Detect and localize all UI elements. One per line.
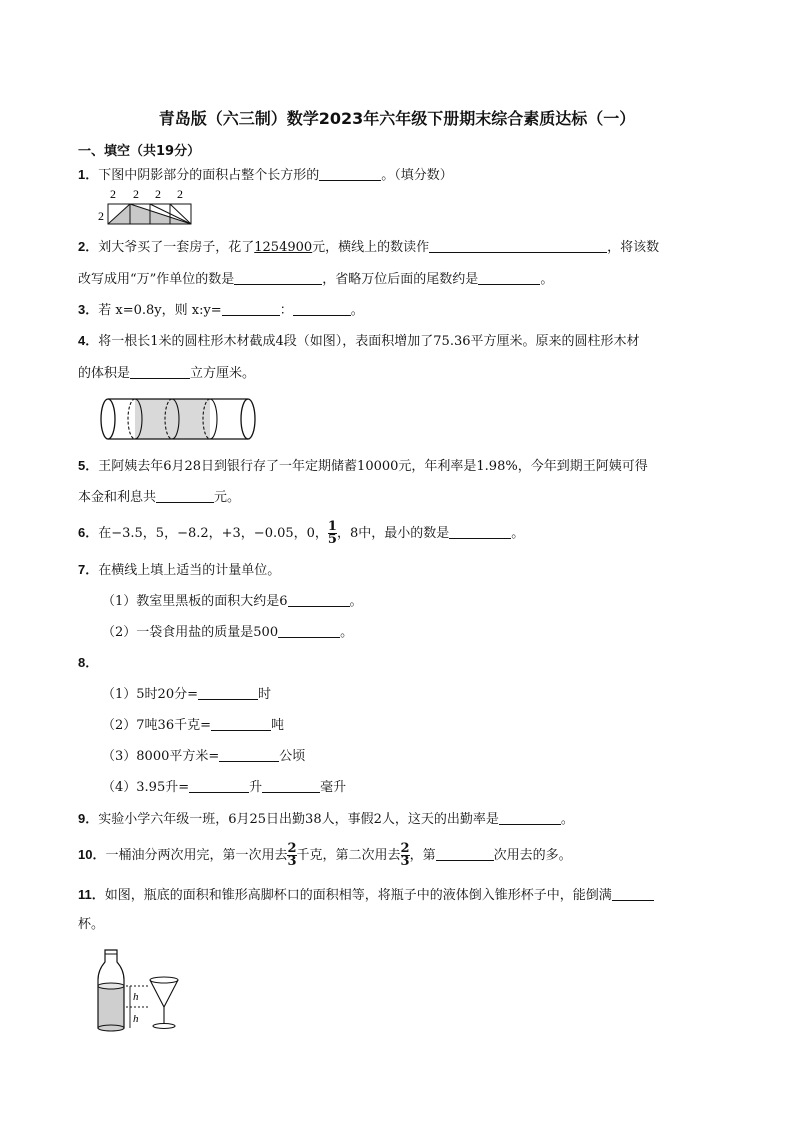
answer-blank[interactable] [219,747,279,762]
question-8-part-4 [102,778,346,797]
rectangle-shaded-figure [96,186,196,228]
question-1 [78,166,453,185]
question-text: 改写成用“万”作单位的数是 [78,272,235,287]
numerator: 2 [287,841,297,856]
answer-blank[interactable] [156,488,214,503]
question-5-cont [78,488,240,507]
question-text: 。 [349,594,363,609]
question-text: 的体积是 [78,366,131,381]
question-text: 升 [249,780,263,795]
question-number: 2． [78,239,99,254]
question-8-part-1 [102,685,271,704]
question-text: 千克，第二次用去 [296,848,401,863]
question-7 [78,561,280,580]
answer-blank[interactable] [478,270,540,285]
question-text: 在−3.5，5，−8.2，+3，−0.05，0， [98,526,328,541]
question-text: ，8中，最小的数是 [336,526,450,541]
height-label: h [133,1013,139,1025]
answer-blank[interactable] [198,685,258,700]
question-text: 实验小学六年级一班，6月25日出勤38人，事假2人，这天的出勤率是 [98,812,499,827]
fraction-two-thirds [401,843,410,868]
question-3 [78,301,364,320]
answer-blank[interactable] [222,301,280,316]
question-10 [78,842,572,869]
fraction-two-thirds [287,843,296,868]
cone-glass-icon [150,977,178,1029]
fraction-one-fifth [328,521,337,546]
question-number: 1． [78,167,99,182]
question-text: ，第 [409,848,436,863]
question-text: 。 [340,625,354,640]
question-8-part-3 [102,747,305,766]
answer-blank[interactable] [449,524,511,539]
question-11-cont [78,916,104,934]
question-text: 次用去的多。 [493,848,572,863]
question-text: 在横线上填上适当的计量单位。 [98,563,281,578]
question-number: 11． [78,887,105,902]
question-text: 立方厘米。 [190,366,256,381]
cylinder-log-figure [98,396,258,442]
question-text: 若 x=0.8y，则 x:y= [98,303,222,318]
question-text: 。（填分数） [381,168,453,183]
question-text: （1）5时20分= [102,687,198,702]
fig-top-label: 2 [177,187,183,201]
fig-top-label: 2 [133,187,139,201]
question-text: （4）3.95升= [102,780,190,795]
question-text: （2）7吨36千克= [102,718,211,733]
answer-blank[interactable] [189,778,249,793]
question-5 [78,457,648,476]
denominator: 5 [327,532,337,547]
question-8 [78,654,98,673]
question-text: 毫升 [320,780,347,795]
question-text: （3）8000平方米= [102,749,220,764]
question-text: 一桶油分两次用完，第一次用去 [105,848,288,863]
denominator: 3 [400,854,410,869]
question-2 [78,238,659,257]
question-8-part-2 [102,716,284,735]
cylinder-end [101,399,115,439]
question-text: 时 [257,687,271,702]
fig-left-label: 2 [98,209,104,223]
answer-blank[interactable] [262,778,320,793]
question-text: ，省略万位后面的尾数约是 [322,272,479,287]
question-text: 下图中阴影部分的面积占整个长方形的 [98,168,320,183]
fig-top-label: 2 [110,187,116,201]
question-text: 杯。 [78,917,105,932]
question-text: 元，横线上的数读作 [312,240,430,255]
answer-blank[interactable] [278,623,340,638]
answer-blank[interactable] [319,166,381,181]
question-text: 将一根长1米的圆柱形木材截成4段（如图），表面积增加了75.36平方厘米。原来的圆柱形木材 [98,334,640,349]
question-text: 王阿姨去年6月28日到银行存了一年定期储蓄10000元，年利率是1.98%，今年到期王阿姨可得 [98,459,648,474]
question-text: 。 [350,303,364,318]
answer-blank[interactable] [436,846,494,861]
page-title: 青岛版（六三制）数学2023年六年级下册期末综合素质达标（一） [158,109,636,128]
cylinder-end [241,399,255,439]
answer-blank[interactable] [211,716,271,731]
question-text: ，将该数 [607,240,660,255]
numerator: 2 [400,841,410,856]
height-label: h [133,991,139,1003]
question-number: 7． [78,562,99,577]
question-text: 。 [540,272,554,287]
question-text: 本金和利息共 [78,490,157,505]
question-7-part-1 [102,592,363,611]
question-7-part-2 [102,623,353,642]
question-text: 元。 [214,490,241,505]
question-number: 6． [78,525,99,540]
underlined-amount: 1254900 [254,240,313,255]
question-text: 。 [511,526,525,541]
question-text: 吨 [270,718,284,733]
question-number: 3． [78,302,99,317]
fig-top-label: 2 [155,187,161,201]
answer-blank[interactable] [288,592,350,607]
question-text: （2）一袋食用盐的质量是500 [102,625,279,640]
question-text: 如图，瓶底的面积和锥形高脚杯口的面积相等，将瓶子中的液体倒入锥形杯子中，能倒满 [104,888,612,903]
question-number: 10． [78,847,106,862]
question-11 [78,886,654,905]
question-4-cont [78,364,255,383]
ratio-colon: ： [279,303,293,318]
question-6 [78,520,524,547]
question-number: 4． [78,333,99,348]
denominator: 3 [287,854,297,869]
answer-blank[interactable] [429,238,607,253]
question-number: 5． [78,458,99,473]
question-text: 公顷 [279,749,306,764]
answer-blank[interactable] [234,270,322,285]
section-heading: 一、填空（共19分） [78,144,201,159]
question-text: （1）教室里黑板的面积大约是6 [102,594,288,609]
question-text: 刘大爷买了一套房子，花了 [98,240,255,255]
question-9 [78,810,574,829]
answer-blank[interactable] [130,364,190,379]
question-text: 。 [560,812,574,827]
question-2-cont [78,270,553,289]
question-number: 8． [78,655,99,670]
bottle-icon [98,950,124,1031]
answer-blank[interactable] [499,810,561,825]
bottle-and-cone-glass-figure [92,946,188,1036]
answer-blank[interactable] [612,886,654,901]
question-number: 9． [78,811,99,826]
question-4 [78,332,640,351]
numerator: 1 [327,519,337,534]
answer-blank[interactable] [293,301,351,316]
